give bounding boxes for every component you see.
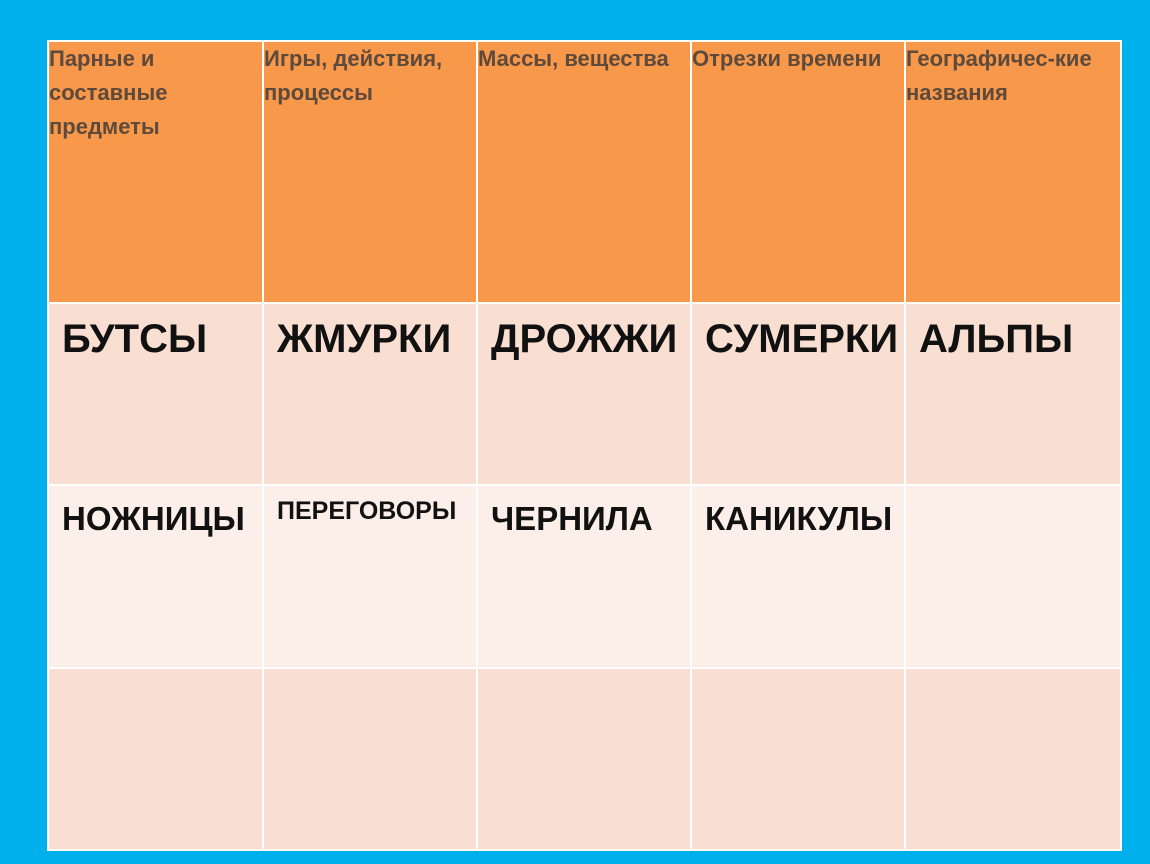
table-cell: [263, 485, 477, 667]
cell-word: БУТСЫ: [62, 317, 208, 361]
table-cell: [263, 668, 477, 850]
cell-word: ДРОЖЖИ: [491, 317, 678, 361]
table-cell: [477, 485, 691, 667]
table-cell: [48, 303, 263, 485]
table-cell: [477, 668, 691, 850]
header-games-actions: Игры, действия, процессы: [263, 41, 477, 303]
header-paired-objects: Парные и составные предметы: [48, 41, 263, 303]
table-cell: [691, 668, 905, 850]
header-time-periods: Отрезки времени: [691, 41, 905, 303]
table-cell: [477, 303, 691, 485]
cell-word: ЧЕРНИЛА: [491, 500, 653, 538]
cell-word: СУМЕРКИ: [705, 317, 899, 361]
header-geographic-names: Географичес-кие названия: [905, 41, 1121, 303]
cell-word: КАНИКУЛЫ: [705, 500, 893, 538]
header-row: [48, 41, 1121, 303]
table-frame: [47, 40, 1120, 851]
header-masses-substances: Массы, вещества: [477, 41, 691, 303]
table-cell: [691, 485, 905, 667]
table-cell: [691, 303, 905, 485]
table-cell: [48, 485, 263, 667]
cell-word: ПЕРЕГОВОРЫ: [277, 497, 457, 526]
table-cell: [48, 668, 263, 850]
table-row: [48, 668, 1121, 850]
table-cell: [905, 303, 1121, 485]
table-cell: [905, 485, 1121, 667]
table-row: [48, 485, 1121, 667]
word-category-table: [47, 40, 1122, 851]
cell-word: НОЖНИЦЫ: [62, 500, 245, 538]
table-row: [48, 303, 1121, 485]
cell-word: ЖМУРКИ: [277, 317, 452, 361]
cell-word: АЛЬПЫ: [919, 317, 1074, 361]
table-cell: [263, 303, 477, 485]
table-cell: [905, 668, 1121, 850]
